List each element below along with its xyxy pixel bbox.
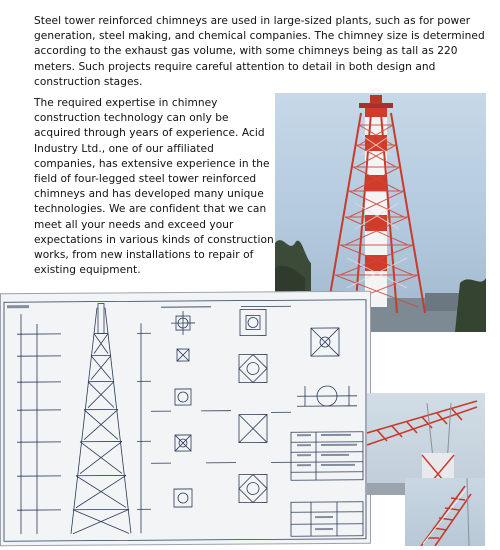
chimney-technical-drawing [0,291,371,547]
tower-top-photo [405,478,485,546]
intro-paragraph-2: The required expertise in chimney construction technology can only be acquired through years of experience. Acid Industry Ltd., one of our affiliated companies, has extensive experience in the field of four-legged steel tower reinforced chimneys and has developed many unique technologies. We are confident that we can meet all your needs and exceed your expectations in various kinds of construction works, from new installations to repair of existing equipment. [34,97,274,277]
intro-paragraph-1: Steel tower reinforced chimneys are used in large-sized plants, such as for power generation, steel making, and chemical companies. The chimney size is determined according to the exhaust gas volume, with some chimneys being as tall as 220 meters. Such projects require careful attention to detail in both design and construction stages. [34,15,485,88]
